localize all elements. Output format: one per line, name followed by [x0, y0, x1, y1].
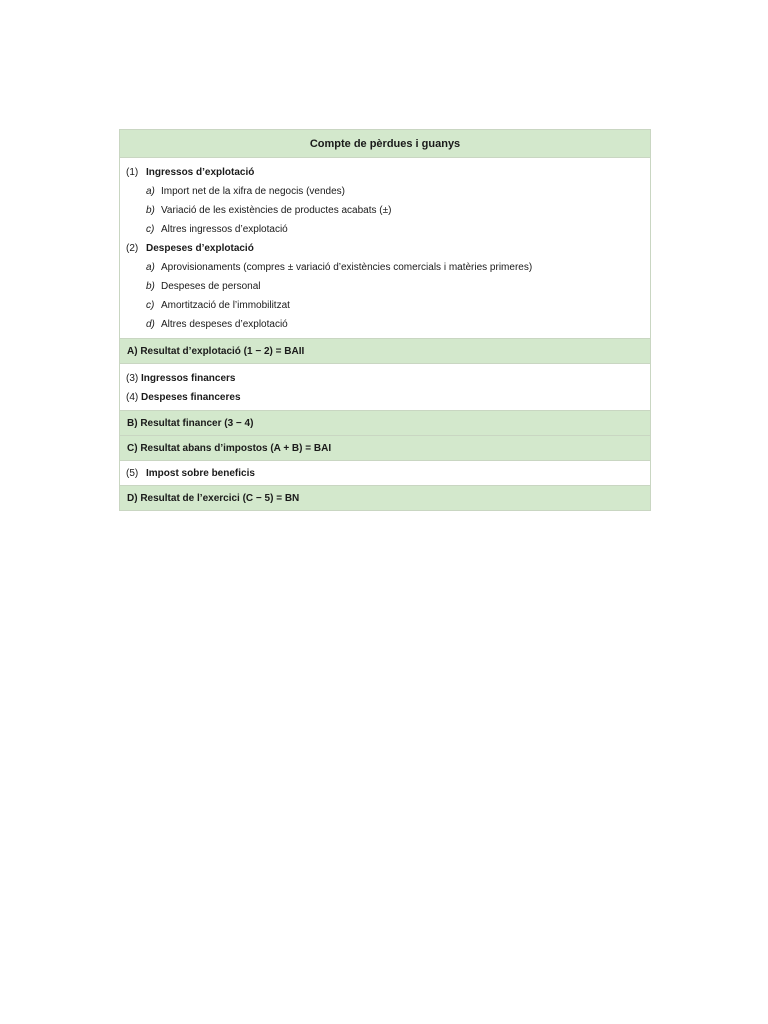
sub-item-letter: c): [146, 224, 155, 235]
sub-item-letter: a): [146, 262, 155, 273]
sub-item-letter: a): [146, 186, 155, 197]
item-number: (3): [126, 373, 139, 384]
operating-section: [120, 158, 650, 339]
sub-item-text: Amortització de l’immobilitzat: [161, 300, 290, 311]
sub-item: [120, 296, 650, 315]
item-label: Despeses financeres: [141, 392, 241, 403]
sub-item-text: Altres ingressos d’explotació: [161, 224, 288, 235]
sub-item-letter: c): [146, 300, 155, 311]
sub-item-letter: d): [146, 319, 155, 330]
sub-item-text: Variació de les existències de productes acabats (±): [161, 205, 392, 216]
sub-item: [120, 277, 650, 296]
sub-item: [120, 315, 650, 334]
result-a-row: A) Resultat d’explotació (1 − 2) = BAII: [120, 339, 650, 364]
result-d-row: D) Resultat de l’exercici (C − 5) = BN: [120, 486, 650, 510]
item-label: Despeses d’explotació: [146, 243, 254, 254]
sub-item-letter: b): [146, 205, 155, 216]
sub-item: [120, 182, 650, 201]
item-label: Ingressos financers: [141, 373, 236, 384]
sub-item: [120, 220, 650, 239]
item-number: (2): [126, 243, 139, 254]
result-b-row: B) Resultat financer (3 − 4): [120, 411, 650, 436]
sub-item: [120, 258, 650, 277]
item-number: (4): [126, 392, 139, 403]
item-number: (1): [126, 167, 139, 178]
sub-item: [120, 201, 650, 220]
financial-section: [120, 364, 650, 411]
tax-row: [120, 461, 650, 486]
item-label: Impost sobre beneficis: [146, 467, 255, 479]
income-statement-table: [119, 129, 651, 511]
financial-expenses-line: [120, 388, 650, 407]
sub-item-text: Aprovisionaments (compres ± variació d’existències comercials i matèries primeres): [161, 262, 533, 273]
operating-income-heading: [120, 163, 650, 182]
financial-income-line: [120, 369, 650, 388]
result-c-row: C) Resultat abans d’impostos (A + B) = BAI: [120, 436, 650, 461]
item-number: (5): [126, 467, 139, 479]
sub-item-text: Import net de la xifra de negocis (vendes): [161, 186, 345, 197]
table-title: Compte de pèrdues i guanys: [120, 130, 650, 158]
sub-item-text: Altres despeses d’explotació: [161, 319, 288, 330]
item-label: Ingressos d’explotació: [146, 167, 255, 178]
sub-item-letter: b): [146, 281, 155, 292]
sub-item-text: Despeses de personal: [161, 281, 261, 292]
operating-expenses-heading: [120, 239, 650, 258]
